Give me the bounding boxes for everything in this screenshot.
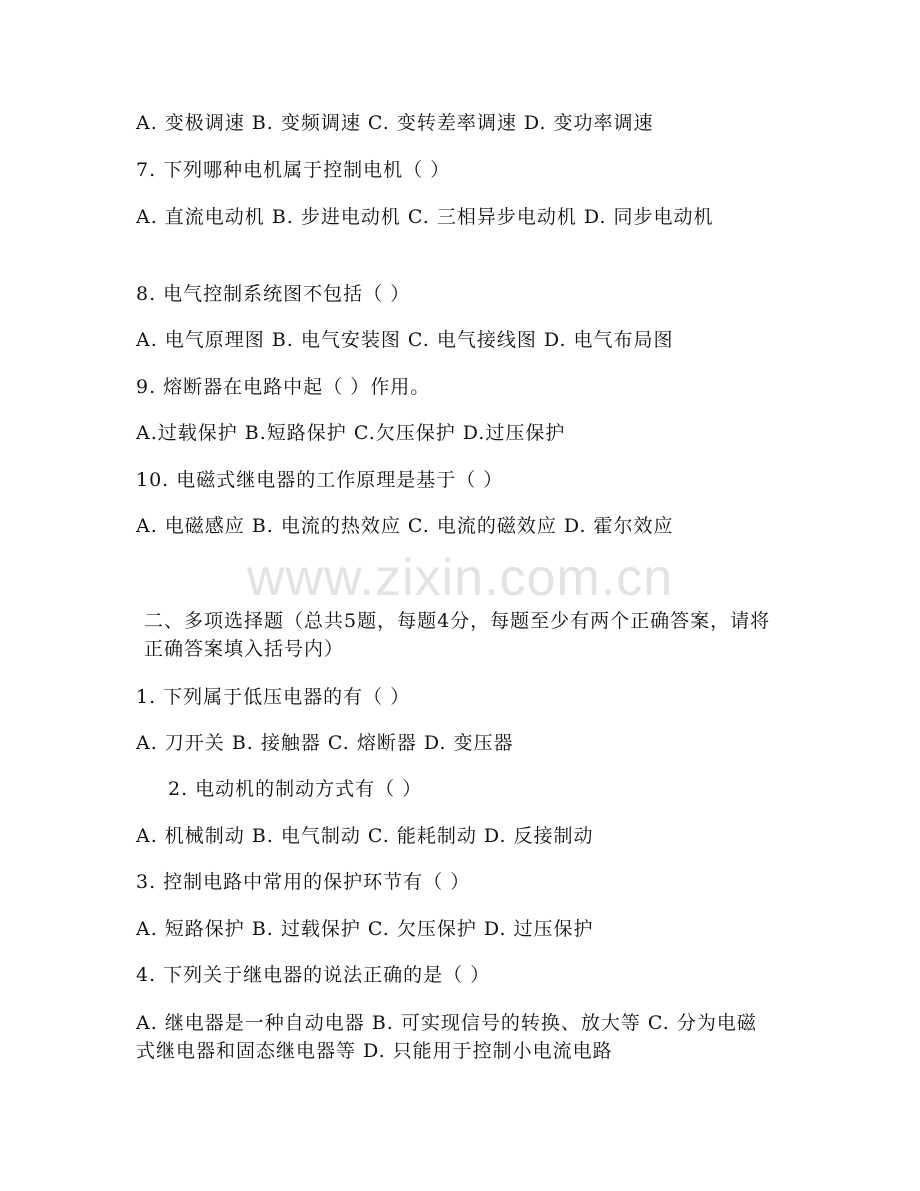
mq1-question: 1. 下列属于低压电器的有（ ） [136,686,411,708]
mq3-options: A. 短路保护 B. 过载保护 C. 欠压保护 D. 过压保护 [136,918,594,940]
section-heading: 二、多项选择题（总共5题，每题4分，每题至少有两个正确答案，请将正确答案填入括号内） [144,610,771,660]
mq4-options: A. 继电器是一种自动电器 B. 可实现信号的转换、放大等 C. 分为电磁式继电器和固态继电器等 D. 只能用于控制小电流电路 [136,1012,757,1062]
q7-options: A. 直流电动机 B. 步进电动机 C. 三相异步电动机 D. 同步电动机 [136,206,714,228]
q10-options: A. 电磁感应 B. 电流的热效应 C. 电流的磁效应 D. 霍尔效应 [136,515,674,537]
q9-question: 9. 熔断器在电路中起（ ）作用。 [136,376,431,398]
mq3-question: 3. 控制电路中常用的保护环节有（ ） [136,871,471,893]
mq4-question: 4. 下列关于继电器的说法正确的是（ ） [136,964,491,986]
mq2-options: A. 机械制动 B. 电气制动 C. 能耗制动 D. 反接制动 [136,825,594,847]
mq2-question: 2. 电动机的制动方式有（ ） [168,778,423,800]
q9-options: A.过载保护 B.短路保护 C.欠压保护 D.过压保护 [136,422,566,444]
watermark: www.zixin.com.cn [246,549,674,607]
q8-options: A. 电气原理图 B. 电气安装图 C. 电气接线图 D. 电气布局图 [136,329,674,351]
q8-question: 8. 电气控制系统图不包括（ ） [136,283,411,305]
q7-question: 7. 下列哪种电机属于控制电机（ ） [136,159,451,181]
q10-question: 10. 电磁式继电器的工作原理是基于（ ） [136,469,504,491]
mq1-options: A. 刀开关 B. 接触器 C. 熔断器 D. 变压器 [136,732,514,754]
q6-options: A. 变极调速 B. 变频调速 C. 变转差率调速 D. 变功率调速 [136,112,654,134]
